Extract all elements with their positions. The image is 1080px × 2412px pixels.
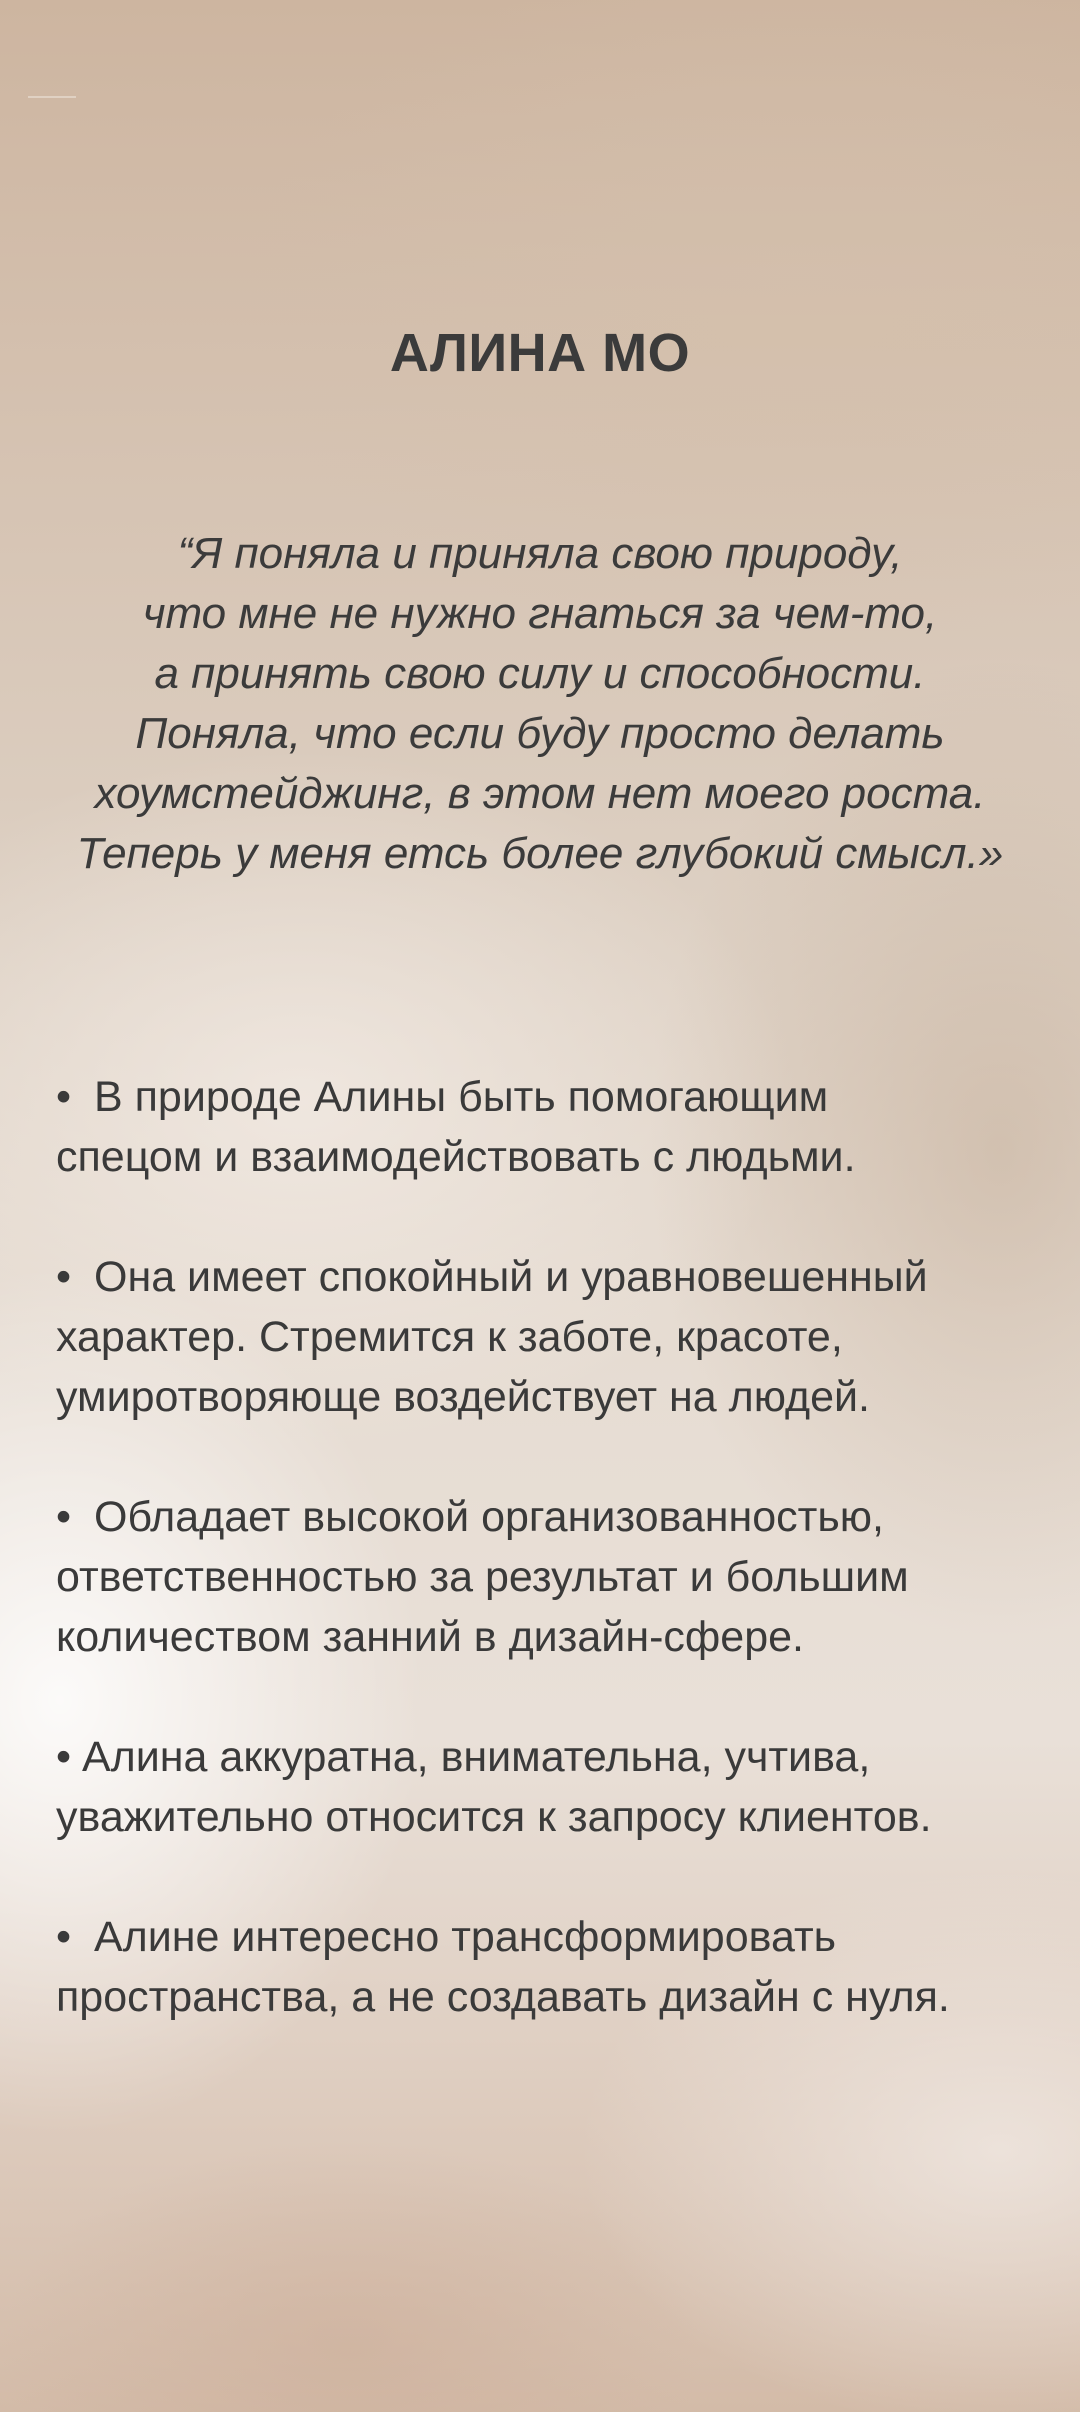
quote-line: Поняла, что если буду просто делать [135, 709, 945, 758]
fact-text: Она имеет спокойный и уравновешенный [94, 1253, 928, 1301]
quote-line: хоумстейджинг, в этом нет моего роста. [94, 769, 986, 818]
fact-text: В природе Алины быть помогающим [94, 1073, 829, 1121]
fact-item [56, 1247, 1046, 1427]
fact-item [56, 1487, 1046, 1667]
page-title: АЛИНА МО [389, 323, 691, 383]
fact-text: Алине интересно трансформировать [94, 1913, 837, 1961]
quote-line: что мне не нужно гнаться за чем-то, [142, 589, 938, 638]
fact-item [56, 1067, 1046, 1187]
fact-line: количеством занний в дизайн-сфере. [56, 1613, 804, 1661]
facts-list [56, 1067, 1046, 2087]
fact-line: пространства, а не создавать дизайн с нуля. [56, 1973, 950, 2021]
quote-line: “Я поняла и приняла свою природу, [177, 529, 903, 578]
bullet-icon: • [56, 1073, 72, 1121]
fact-item [56, 1907, 1046, 2027]
fact-line [56, 1727, 1046, 1787]
fact-text: Обладает высокой организованностью, [94, 1493, 884, 1541]
fact-item [56, 1727, 1046, 1847]
fact-line: умиротворяюще воздействует на людей. [56, 1373, 870, 1421]
fact-line [56, 1067, 1046, 1127]
fact-line: ответственностью за результат и большим [56, 1553, 909, 1601]
fact-line [56, 1247, 1046, 1307]
fact-text: Алина аккуратна, внимательна, учтива, [82, 1733, 871, 1781]
bullet-icon: • [56, 1733, 72, 1781]
fact-line: характер. Стремится к заботе, красоте, [56, 1313, 843, 1361]
bullet-icon: • [56, 1493, 72, 1541]
fact-line [56, 1487, 1046, 1547]
quote-block [40, 524, 1040, 884]
bullet-icon: • [56, 1253, 72, 1301]
quote-line: Теперь у меня етсь более глубокий смысл.» [76, 829, 1004, 878]
fact-line [56, 1907, 1046, 1967]
bullet-icon: • [56, 1913, 72, 1961]
quote-line: а принять свою силу и способности. [154, 649, 926, 698]
fact-line: спецом и взаимодействовать с людьми. [56, 1133, 856, 1181]
decorative-mark [28, 96, 76, 98]
fact-line: уважительно относится к запросу клиентов. [56, 1793, 932, 1841]
